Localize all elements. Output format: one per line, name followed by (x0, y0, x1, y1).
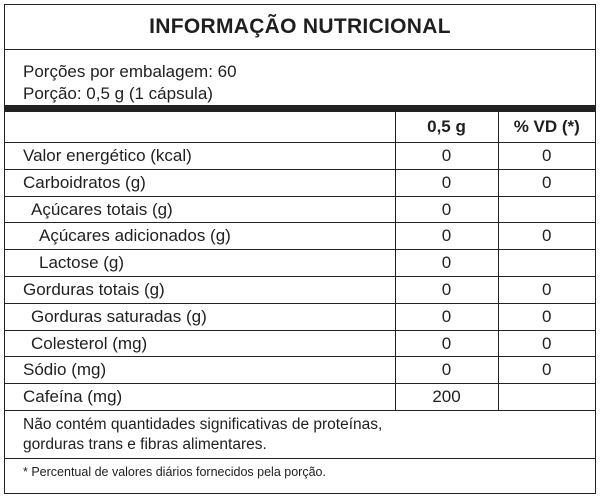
nutrient-name: Açúcares totais (g) (5, 196, 395, 223)
table-row (5, 303, 595, 330)
panel-title: INFORMAÇÃO NUTRICIONAL (5, 5, 595, 50)
nutrient-amount: 0 (395, 357, 498, 384)
table-row (5, 330, 595, 357)
nutrient-name: Sódio (mg) (5, 357, 395, 384)
portion-size: Porção: 0,5 g (1 cápsula) (23, 84, 213, 103)
table-row (5, 223, 595, 250)
nutrition-table (5, 112, 595, 411)
nutrient-daily-value (498, 250, 595, 277)
header-daily-value: % VD (*) (498, 112, 595, 143)
nutrient-daily-value: 0 (498, 169, 595, 196)
nutrient-name: Lactose (g) (5, 250, 395, 277)
table-header-row (5, 112, 595, 143)
nutrient-name: Valor energético (kcal) (5, 143, 395, 170)
nutrient-amount: 0 (395, 330, 498, 357)
table-row (5, 276, 595, 303)
nutrient-daily-value (498, 384, 595, 411)
table-row (5, 169, 595, 196)
nutrient-amount: 0 (395, 303, 498, 330)
table-row (5, 384, 595, 411)
percent-daily-note: * Percentual de valores diários fornecidos pela porção. (23, 464, 326, 479)
nutrient-daily-value: 0 (498, 330, 595, 357)
footnote-line-1: Não contém quantidades significativas de proteínas, (23, 415, 383, 433)
header-amount: 0,5 g (395, 112, 498, 143)
nutrient-daily-value: 0 (498, 303, 595, 330)
nutrient-daily-value: 0 (498, 223, 595, 250)
header-nutrient (5, 112, 395, 143)
nutrient-amount: 200 (395, 384, 498, 411)
nutrient-amount: 0 (395, 276, 498, 303)
nutrient-name: Colesterol (mg) (5, 330, 395, 357)
nutrient-daily-value: 0 (498, 357, 595, 384)
nutrient-amount: 0 (395, 223, 498, 250)
nutrient-name: Gorduras saturadas (g) (5, 303, 395, 330)
nutrient-name: Açúcares adicionados (g) (5, 223, 395, 250)
nutrient-amount: 0 (395, 196, 498, 223)
nutrient-daily-value: 0 (498, 143, 595, 170)
nutrient-name: Cafeína (mg) (5, 384, 395, 411)
nutrient-daily-value: 0 (498, 276, 595, 303)
nutrition-facts-panel (4, 4, 596, 494)
footnote-line-2: gorduras trans e fibras alimentares. (23, 435, 267, 453)
servings-per-package: Porções por embalagem: 60 (23, 62, 237, 81)
nutrient-amount: 0 (395, 169, 498, 196)
table-row (5, 196, 595, 223)
nutrient-amount: 0 (395, 143, 498, 170)
footnote (5, 411, 595, 459)
nutrient-name: Carboidratos (g) (5, 169, 395, 196)
nutrient-daily-value (498, 196, 595, 223)
nutrient-amount: 0 (395, 250, 498, 277)
table-row (5, 143, 595, 170)
table-row (5, 250, 595, 277)
serving-info (5, 50, 595, 112)
table-row (5, 357, 595, 384)
nutrient-name: Gorduras totais (g) (5, 276, 395, 303)
